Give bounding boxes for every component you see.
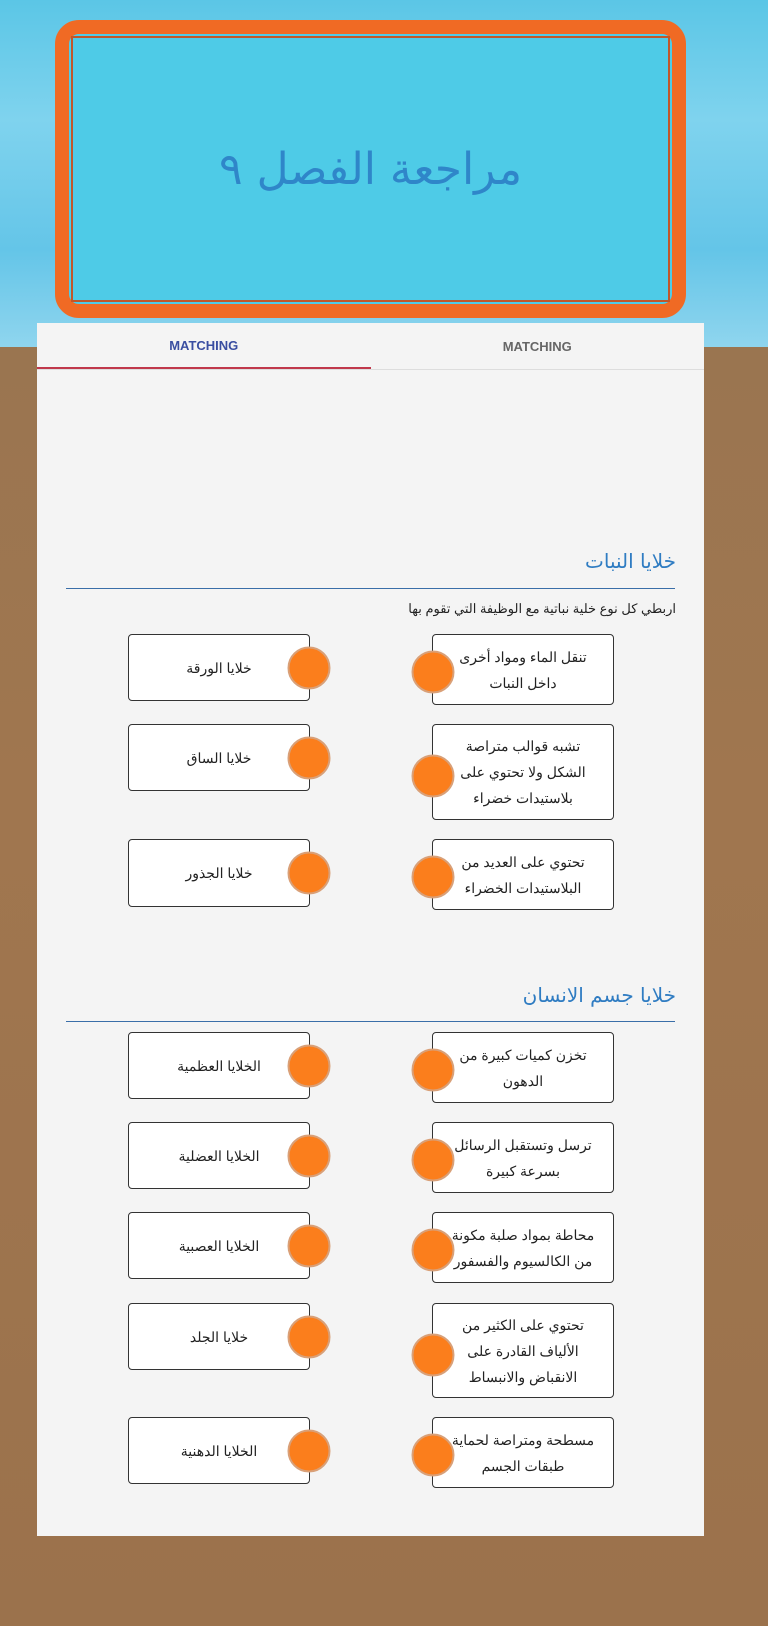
match-term-box[interactable]: خلايا الساق: [128, 724, 310, 791]
definition-connector-dot[interactable]: [412, 1048, 455, 1091]
section-instruction: اربطي كل نوع خلية نباتية مع الوظيفة التي تقوم بها: [408, 601, 676, 616]
term-connector-dot[interactable]: [288, 736, 331, 779]
definition-connector-dot[interactable]: [412, 1333, 455, 1376]
tab-bar: [37, 323, 704, 370]
match-definition-box[interactable]: محاطة بمواد صلبة مكونة من الكالسيوم والفسفور: [432, 1212, 614, 1283]
match-term-box[interactable]: الخلايا الدهنية: [128, 1417, 310, 1484]
section-divider: [66, 588, 675, 589]
title-banner: [55, 20, 686, 318]
definition-connector-dot[interactable]: [412, 755, 455, 798]
match-definition-box[interactable]: تخزن كميات كبيرة من الدهون: [432, 1032, 614, 1103]
title-inner-frame: [71, 36, 670, 302]
tab-matching-2[interactable]: MATCHING: [502, 338, 572, 354]
match-definition-box[interactable]: تشبه قوالب متراصة الشكل ولا تحتوي على بلاستيدات خضراء: [432, 724, 614, 820]
page-title: مراجعة الفصل ٩: [218, 143, 523, 195]
term-connector-dot[interactable]: [288, 1224, 331, 1267]
term-connector-dot[interactable]: [288, 1134, 331, 1177]
term-connector-dot[interactable]: [288, 1429, 331, 1472]
term-connector-dot[interactable]: [288, 1315, 331, 1358]
section-title: خلايا جسم الانسان: [522, 983, 676, 1007]
match-definition-box[interactable]: تنقل الماء ومواد أخرى داخل النبات: [432, 634, 614, 705]
term-connector-dot[interactable]: [288, 646, 331, 689]
match-definition-box[interactable]: تحتوي على الكثير من الألياف القادرة على الانقباض والانبساط: [432, 1303, 614, 1398]
match-term-box[interactable]: خلايا الجلد: [128, 1303, 310, 1370]
match-term-box[interactable]: خلايا الجذور: [128, 839, 310, 907]
definition-connector-dot[interactable]: [412, 1138, 455, 1181]
match-term-box[interactable]: خلايا الورقة: [128, 634, 310, 701]
match-definition-box[interactable]: ترسل وتستقبل الرسائل بسرعة كبيرة: [432, 1122, 614, 1193]
match-definition-box[interactable]: مسطحة ومتراصة لحماية طبقات الجسم: [432, 1417, 614, 1488]
section-divider: [66, 1021, 675, 1022]
match-term-box[interactable]: الخلايا العظمية: [128, 1032, 310, 1099]
term-connector-dot[interactable]: [288, 1044, 331, 1087]
definition-connector-dot[interactable]: [412, 1228, 455, 1271]
definition-connector-dot[interactable]: [412, 1433, 455, 1476]
section-title: خلايا النبات: [585, 549, 676, 573]
match-term-box[interactable]: الخلايا العصبية: [128, 1212, 310, 1279]
definition-connector-dot[interactable]: [412, 855, 455, 898]
tab-matching-1[interactable]: MATCHING: [37, 323, 371, 369]
match-definition-box[interactable]: تحتوي على العديد من البلاستيدات الخضراء: [432, 839, 614, 910]
definition-connector-dot[interactable]: [412, 650, 455, 693]
term-connector-dot[interactable]: [288, 852, 331, 895]
match-term-box[interactable]: الخلايا العضلية: [128, 1122, 310, 1189]
worksheet-card: [37, 323, 704, 1536]
